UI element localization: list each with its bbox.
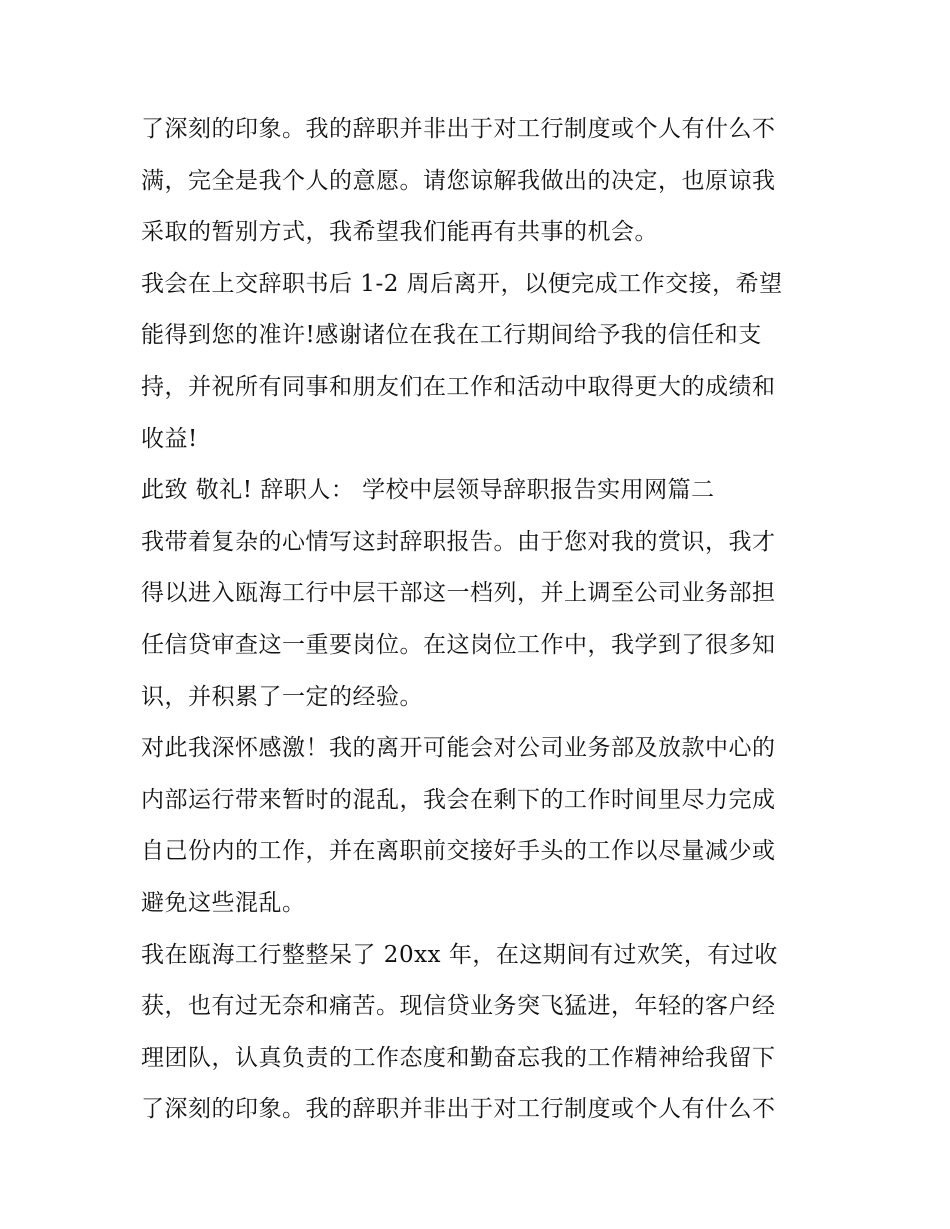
text-line: 避免这些混乱。	[141, 889, 306, 916]
text-line: 得以进入瓯海工行中层干部这一档列，并上调至公司业务部担	[141, 580, 776, 607]
text-line: 持，并祝所有同事和朋友们在工作和活动中取得更大的成绩和	[141, 373, 776, 400]
text-line: 对此我深怀感激！我的离开可能会对公司业务部及放款中心的	[141, 735, 776, 762]
text-line: 我带着复杂的心情写这封辞职报告。由于您对我的赏识，我才	[141, 528, 776, 555]
text-line: 我在瓯海工行整整呆了 20xx 年，在这期间有过欢笑，有过收	[141, 941, 778, 968]
text-line: 采取的暂别方式，我希望我们能再有共事的机会。	[141, 219, 658, 246]
text-line: 此致 敬礼! 辞职人： 学校中层领导辞职报告实用网篇二	[141, 477, 715, 504]
text-line: 了深刻的印象。我的辞职并非出于对工行制度或个人有什么不	[141, 1096, 776, 1123]
text-line: 获，也有过无奈和痛苦。现信贷业务突飞猛进，年轻的客户经	[141, 993, 776, 1020]
text-line: 内部运行带来暂时的混乱，我会在剩下的工作时间里尽力完成	[141, 786, 776, 813]
text-line: 收益!	[141, 425, 198, 452]
text-line: 识，并积累了一定的经验。	[141, 683, 423, 710]
text-line: 自己份内的工作，并在离职前交接好手头的工作以尽量减少或	[141, 838, 776, 865]
text-line: 任信贷审查这一重要岗位。在这岗位工作中，我学到了很多知	[141, 631, 776, 658]
document-body-text	[141, 104, 821, 1136]
text-line: 满，完全是我个人的意愿。请您谅解我做出的决定，也原谅我	[141, 167, 776, 194]
text-line: 能得到您的准许!感谢诸位在我在工行期间给予我的信任和支	[141, 322, 762, 349]
text-line: 我会在上交辞职书后 1-2 周后离开，以便完成工作交接，希望	[141, 270, 783, 297]
text-line: 了深刻的印象。我的辞职并非出于对工行制度或个人有什么不	[141, 116, 776, 142]
text-line: 理团队，认真负责的工作态度和勤奋忘我的工作精神给我留下	[141, 1044, 776, 1071]
